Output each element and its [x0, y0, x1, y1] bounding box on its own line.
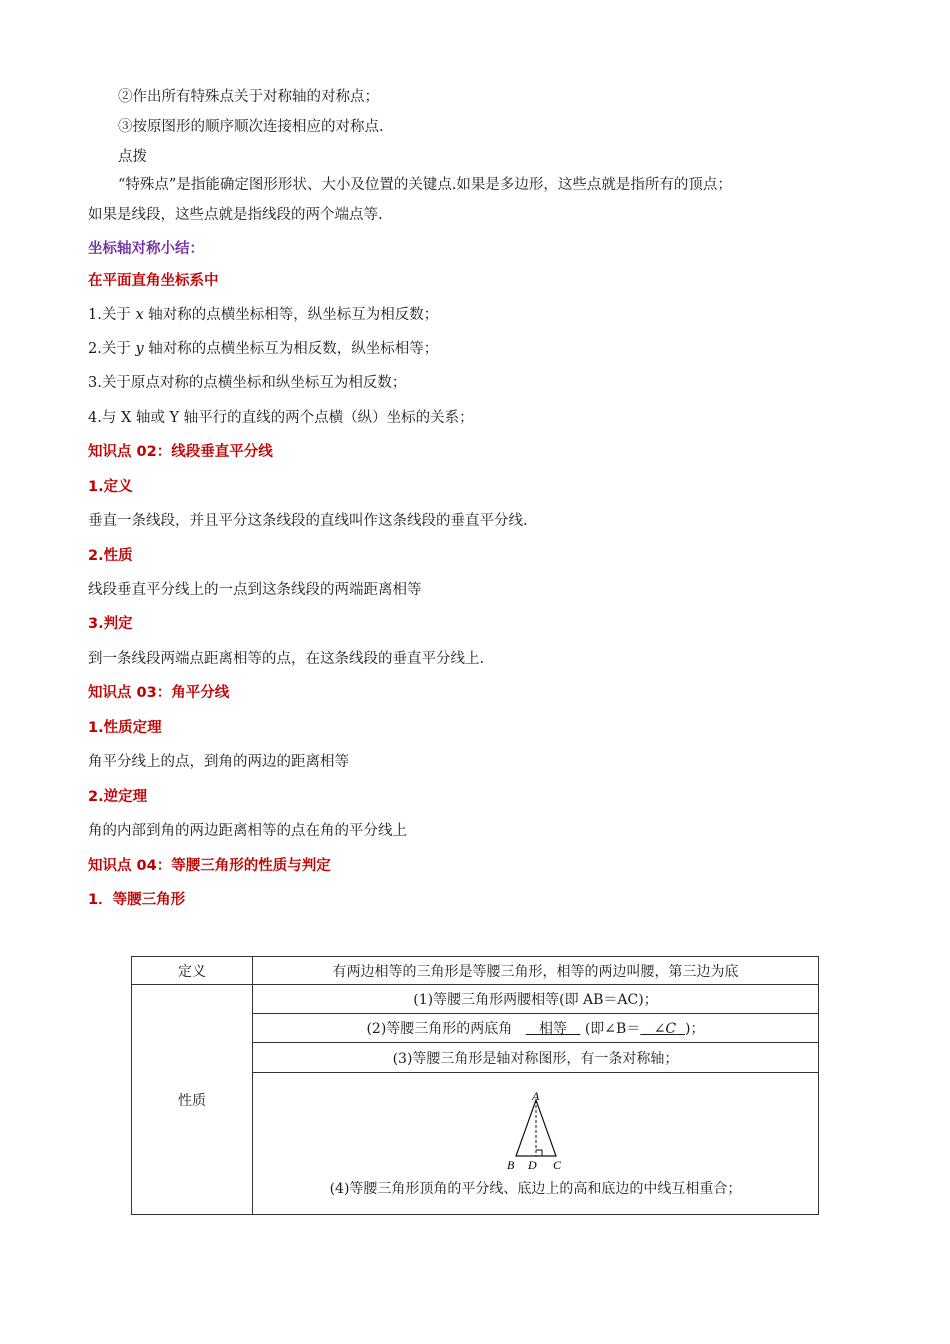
- isosceles-triangle-figure: [501, 1092, 571, 1172]
- kp03-thm-text: 角平分线上的点，到角的两边的距离相等: [88, 754, 349, 770]
- kp03-thm-title: 1.性质定理: [88, 720, 162, 736]
- step-2: ②作出所有特殊点关于对称轴的对称点；: [118, 89, 379, 105]
- summary-subtitle: 在平面直角坐标系中: [88, 273, 219, 289]
- label-a: A: [531, 1091, 539, 1103]
- isosceles-table: [131, 956, 819, 1215]
- tip-line-2: 如果是线段，这些点就是指线段的两个端点等.: [88, 207, 383, 223]
- label-d: D: [527, 1157, 537, 1172]
- kp02-prop-title: 2.性质: [88, 548, 133, 564]
- kp02-prop-text: 线段垂直平分线上的一点到这条线段的两端距离相等: [88, 582, 422, 598]
- summary-item-2: 2.关于 y 轴对称的点横坐标互为相反数，纵坐标相等；: [88, 341, 439, 357]
- prop-4: (4)等腰三角形顶角的平分线、底边上的高和底边的中线互相重合；: [329, 1180, 742, 1197]
- summary-item-1: 1.关于 x 轴对称的点横坐标相等，纵坐标互为相反数；: [88, 307, 439, 323]
- tip-title: 点拨: [118, 149, 147, 165]
- prop-4-cell: [253, 1073, 819, 1215]
- summary-title: 坐标轴对称小结：: [88, 241, 204, 257]
- kp02-def-text: 垂直一条线段，并且平分这条线段的直线叫作这条线段的垂直平分线.: [88, 513, 528, 529]
- tip-line-1: “特殊点”是指能确定图形形状、大小及位置的关键点.如果是多边形，这些点就是指所有的顶点；: [118, 177, 732, 193]
- kp03-title: 知识点 03：角平分线: [88, 685, 230, 701]
- kp04-title: 知识点 04：等腰三角形的性质与判定: [88, 858, 331, 874]
- kp02-def-title: 1.定义: [88, 479, 133, 495]
- kp02-judge-title: 3.判定: [88, 616, 133, 632]
- summary-item-3: 3.关于原点对称的点横坐标和纵坐标互为相反数；: [88, 375, 407, 391]
- label-c: C: [552, 1157, 561, 1172]
- prop-3: (3)等腰三角形是轴对称图形，有一条对称轴；: [253, 1043, 819, 1073]
- kp04-sub-1: 1．等腰三角形: [88, 892, 186, 908]
- kp03-inv-title: 2.逆定理: [88, 789, 148, 805]
- prop-label: 性质: [132, 985, 253, 1215]
- prop-1: (1)等腰三角形两腰相等(即 AB＝AC)；: [253, 985, 819, 1014]
- kp02-judge-text: 到一条线段两端点距离相等的点，在这条线段的垂直平分线上.: [88, 651, 485, 667]
- step-3: ③按原图形的顺序顺次连接相应的对称点.: [118, 119, 384, 135]
- kp02-title: 知识点 02：线段垂直平分线: [88, 444, 273, 460]
- def-text: 有两边相等的三角形是等腰三角形，相等的两边叫腰，第三边为底: [253, 957, 819, 985]
- summary-item-4: 4.与 X 轴或 Y 轴平行的直线的两个点横（纵）坐标的关系；: [88, 410, 474, 426]
- kp03-inv-text: 角的内部到角的两边距离相等的点在角的平分线上: [88, 823, 407, 839]
- def-label: 定义: [132, 957, 253, 985]
- right-angle-mark: [536, 1150, 542, 1156]
- label-b: B: [506, 1157, 514, 1172]
- prop-2: (2)等腰三角形的两底角 相等 (即∠B＝ ∠C )；: [253, 1014, 819, 1043]
